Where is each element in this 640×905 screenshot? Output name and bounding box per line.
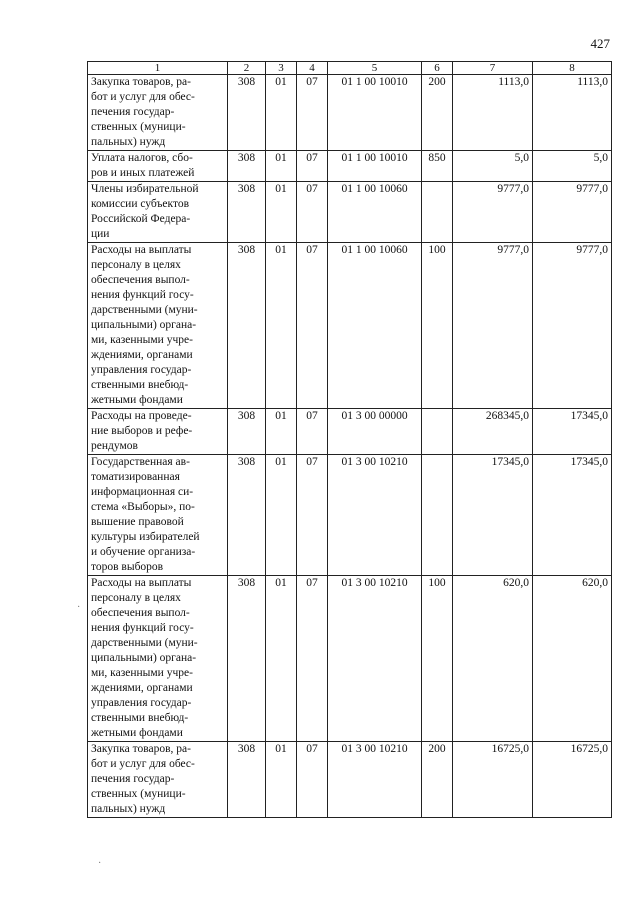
row-name: Расходы на проведе- ние выборов и рефе- рендумов — [88, 409, 228, 455]
table-row — [88, 243, 612, 409]
row-pr: 07 — [297, 182, 328, 243]
page-number: 427 — [590, 36, 610, 51]
row-sum1: 17345,0 — [453, 455, 533, 576]
row-name: Расходы на выплаты персоналу в целях обеспечения выпол- нения функций госу- дарственными (муни- ципальными) органа- ми, казенными учре- ждениями, органами управления государ- ственными внебюд- жетными фондами — [88, 576, 228, 742]
row-vr: 200 — [422, 742, 453, 818]
scan-speck: · — [77, 602, 81, 613]
row-name: Члены избирательной комиссии субъектов Российской Федера- ции — [88, 182, 228, 243]
row-sum1: 268345,0 — [453, 409, 533, 455]
column-header-3: 3 — [266, 62, 297, 75]
row-ved: 308 — [228, 409, 266, 455]
row-csr: 01 1 00 10010 — [328, 151, 422, 182]
row-pr: 07 — [297, 243, 328, 409]
row-rz: 01 — [266, 182, 297, 243]
column-header-8: 8 — [533, 62, 612, 75]
row-vr: 100 — [422, 576, 453, 742]
row-name: Расходы на выплаты персоналу в целях обеспечения выпол- нения функций госу- дарственными (муни- ципальными) органа- ми, казенными учре- ждениями, органами управления государ- ственными внебюд- жетными фондами — [88, 243, 228, 409]
table-row — [88, 409, 612, 455]
row-name: Закупка товаров, ра- бот и услуг для обес- печения государ- ственных (муници- пальных) нужд — [88, 742, 228, 818]
table-body — [88, 75, 612, 818]
table-header — [88, 62, 612, 75]
row-pr: 07 — [297, 409, 328, 455]
row-csr: 01 1 00 10010 — [328, 75, 422, 151]
row-csr: 01 3 00 00000 — [328, 409, 422, 455]
scan-speck: · — [98, 858, 102, 869]
header-row — [88, 62, 612, 75]
row-sum1: 620,0 — [453, 576, 533, 742]
row-rz: 01 — [266, 455, 297, 576]
row-csr: 01 1 00 10060 — [328, 182, 422, 243]
row-vr — [422, 409, 453, 455]
row-vr: 100 — [422, 243, 453, 409]
column-header-6: 6 — [422, 62, 453, 75]
row-rz: 01 — [266, 75, 297, 151]
row-csr: 01 3 00 10210 — [328, 742, 422, 818]
column-header-7: 7 — [453, 62, 533, 75]
row-ved: 308 — [228, 455, 266, 576]
row-sum2: 5,0 — [533, 151, 612, 182]
row-rz: 01 — [266, 742, 297, 818]
row-ved: 308 — [228, 243, 266, 409]
row-pr: 07 — [297, 151, 328, 182]
row-csr: 01 3 00 10210 — [328, 576, 422, 742]
row-ved: 308 — [228, 151, 266, 182]
table-row — [88, 742, 612, 818]
row-ved: 308 — [228, 576, 266, 742]
column-header-5: 5 — [328, 62, 422, 75]
row-sum1: 1113,0 — [453, 75, 533, 151]
row-ved: 308 — [228, 182, 266, 243]
row-vr: 850 — [422, 151, 453, 182]
row-csr: 01 1 00 10060 — [328, 243, 422, 409]
budget-table — [87, 61, 612, 818]
row-ved: 308 — [228, 75, 266, 151]
row-csr: 01 3 00 10210 — [328, 455, 422, 576]
table-row — [88, 182, 612, 243]
row-name: Уплата налогов, сбо- ров и иных платежей — [88, 151, 228, 182]
row-sum2: 9777,0 — [533, 243, 612, 409]
row-sum1: 9777,0 — [453, 182, 533, 243]
row-sum2: 1113,0 — [533, 75, 612, 151]
column-header-1: 1 — [88, 62, 228, 75]
table-row — [88, 151, 612, 182]
row-sum2: 9777,0 — [533, 182, 612, 243]
row-ved: 308 — [228, 742, 266, 818]
row-pr: 07 — [297, 75, 328, 151]
table-row — [88, 576, 612, 742]
table-row — [88, 455, 612, 576]
row-sum1: 9777,0 — [453, 243, 533, 409]
row-sum2: 620,0 — [533, 576, 612, 742]
row-sum1: 16725,0 — [453, 742, 533, 818]
row-pr: 07 — [297, 576, 328, 742]
row-name: Государственная ав- томатизированная информационная си- стема «Выборы», по- вышение правовой культуры избирателей и обучение организа- торов выборов — [88, 455, 228, 576]
column-header-4: 4 — [297, 62, 328, 75]
row-sum2: 16725,0 — [533, 742, 612, 818]
row-rz: 01 — [266, 243, 297, 409]
row-sum2: 17345,0 — [533, 455, 612, 576]
row-rz: 01 — [266, 151, 297, 182]
row-name: Закупка товаров, ра- бот и услуг для обес- печения государ- ственных (муници- пальных) нужд — [88, 75, 228, 151]
row-pr: 07 — [297, 455, 328, 576]
row-vr — [422, 455, 453, 576]
row-sum1: 5,0 — [453, 151, 533, 182]
row-sum2: 17345,0 — [533, 409, 612, 455]
column-header-2: 2 — [228, 62, 266, 75]
row-rz: 01 — [266, 576, 297, 742]
row-pr: 07 — [297, 742, 328, 818]
row-rz: 01 — [266, 409, 297, 455]
table-row — [88, 75, 612, 151]
row-vr: 200 — [422, 75, 453, 151]
row-vr — [422, 182, 453, 243]
